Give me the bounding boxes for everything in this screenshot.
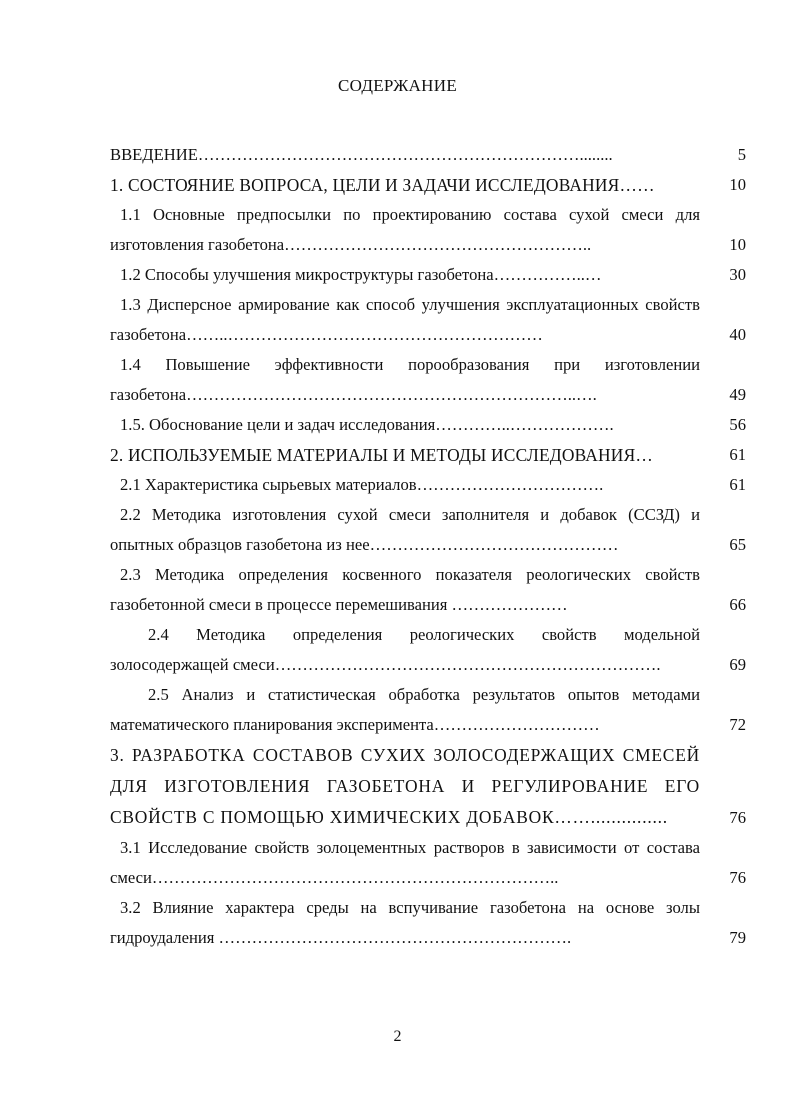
toc-entry-page: 5 (737, 145, 746, 164)
toc-entry-chapter-2[interactable] (110, 440, 750, 470)
toc-entry-1-1[interactable] (110, 200, 750, 260)
toc-entry-chapter-3[interactable] (110, 740, 750, 833)
toc-entry-page: 49 (729, 385, 746, 404)
toc-entry-page: 69 (729, 655, 746, 674)
toc-entry-1-2[interactable] (110, 260, 750, 290)
toc-entry-text: 1.4 Повышение эффективности порообразования при изготовлении газобетона……………………………………………………………..…. (110, 355, 700, 404)
toc-entry-page: 10 (729, 175, 746, 194)
page-title: СОДЕРЖАНИЕ (337, 76, 458, 95)
toc-entry-chapter-1[interactable] (110, 170, 750, 200)
toc-entry-text: 3.2 Влияние характера среды на вспучивание газобетона на основе золы гидроудаления ………………………………………………………. (110, 898, 700, 947)
toc-entry-page: 79 (729, 928, 746, 947)
toc-entry-text: 2.3 Методика определения косвенного показателя реологических свойств газобетонной смеси в процессе перемешивания ………………… (110, 565, 700, 614)
toc-entry-text: 2. ИСПОЛЬЗУЕМЫЕ МАТЕРИАЛЫ И МЕТОДЫ ИССЛЕДОВАНИЯ… (110, 445, 653, 465)
toc-entry-3-2[interactable] (110, 893, 750, 953)
table-of-contents (110, 140, 750, 953)
toc-entry-text: 1.1 Основные предпосылки по проектированию состава сухой смеси для изготовления газобетона……………………………………………….. (110, 205, 700, 254)
page-number: 2 (393, 1028, 402, 1045)
toc-entry-2-4[interactable] (110, 620, 750, 680)
toc-entry-page: 30 (729, 265, 746, 284)
toc-entry-text: 1.2 Способы улучшения микроструктуры газобетона……………..… (120, 265, 602, 284)
toc-entry-1-3[interactable] (110, 290, 750, 350)
toc-entry-text: 2.2 Методика изготовления сухой смеси заполнителя и добавок (ССЗД) и опытных образцов газобетона из нее……………………………………… (110, 505, 700, 554)
toc-entry-2-2[interactable] (110, 500, 750, 560)
toc-entry-page: 66 (729, 595, 746, 614)
toc-entry-text: 1.5. Обоснование цели и задач исследования…………..………………. (120, 415, 614, 434)
toc-entry-2-5[interactable] (110, 680, 750, 740)
toc-entry-page: 56 (729, 415, 746, 434)
toc-entry-text: 3. РАЗРАБОТКА СОСТАВОВ СУХИХ ЗОЛОСОДЕРЖАЩИХ СМЕСЕЙ ДЛЯ ИЗГОТОВЛЕНИЯ ГАЗОБЕТОНА И РЕГУЛИРОВАНИЕ ЕГО СВОЙСТВ С ПОМОЩЬЮ ХИМИЧЕСКИХ ДОБАВОК……............... (110, 745, 700, 827)
toc-entry-page: 76 (729, 868, 746, 887)
toc-entry-1-5[interactable] (110, 410, 750, 440)
toc-entry-page: 76 (729, 808, 746, 827)
toc-entry-page: 40 (729, 325, 746, 344)
toc-entry-page: 61 (729, 445, 746, 464)
toc-entry-3-1[interactable] (110, 833, 750, 893)
toc-entry-page: 65 (729, 535, 746, 554)
toc-entry-text: 2.5 Анализ и статистическая обработка результатов опытов методами математического планирования эксперимента………………………… (110, 685, 700, 734)
toc-entry-text: ВВЕДЕНИЕ……………………………………………………………........ (110, 145, 613, 164)
toc-entry-text: 2.4 Методика определения реологических свойств модельной золосодержащей смеси……………………………………………………………. (110, 625, 700, 674)
toc-entry-text: 3.1 Исследование свойств золоцементных растворов в зависимости от состава смеси……………………………………………………………….. (110, 838, 700, 887)
toc-entry-page: 72 (729, 715, 746, 734)
toc-entry-text: 1. СОСТОЯНИЕ ВОПРОСА, ЦЕЛИ И ЗАДАЧИ ИССЛЕДОВАНИЯ…… (110, 175, 655, 195)
toc-entry-page: 10 (729, 235, 746, 254)
toc-entry-page: 61 (729, 475, 746, 494)
toc-entry-text: 2.1 Характеристика сырьевых материалов……………………………. (120, 475, 604, 494)
toc-entry-1-4[interactable] (110, 350, 750, 410)
toc-entry-2-1[interactable] (110, 470, 750, 500)
toc-entry-2-3[interactable] (110, 560, 750, 620)
toc-entry-introduction[interactable] (110, 140, 750, 170)
toc-entry-text: 1.3 Дисперсное армирование как способ улучшения эксплуатационных свойств газобетона……..………………………………………………… (110, 295, 700, 344)
